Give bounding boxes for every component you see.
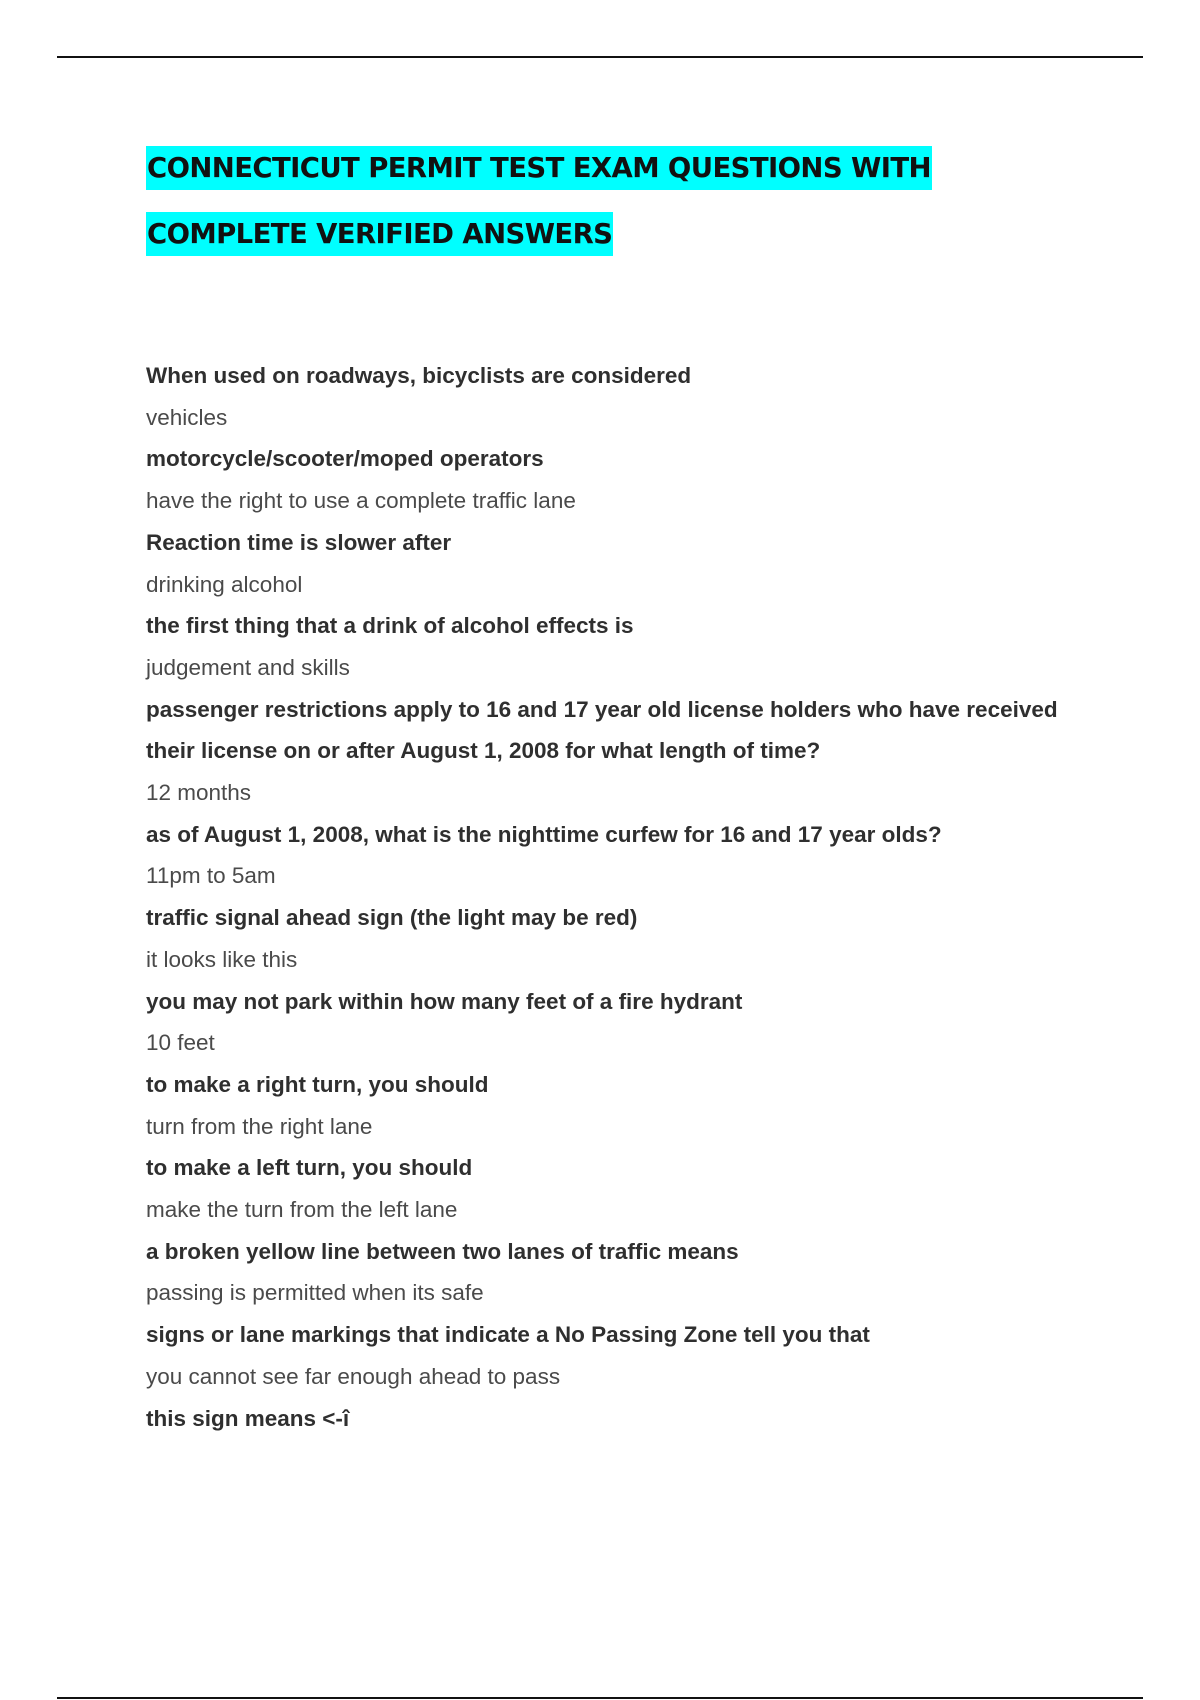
qa-item	[146, 981, 1086, 1064]
bottom-rule	[57, 1697, 1143, 1699]
qa-item	[146, 689, 1086, 814]
answer-text: make the turn from the left lane	[146, 1197, 458, 1223]
question-text: signs or lane markings that indicate a No Passing Zone tell you that	[146, 1322, 870, 1348]
qa-item	[146, 605, 1086, 688]
question-text: When used on roadways, bicyclists are considered	[146, 363, 692, 388]
answer-text: vehicles	[146, 404, 228, 430]
question-text: to make a left turn, you should	[146, 1155, 473, 1181]
question-text: the first thing that a drink of alcohol effects is	[146, 613, 634, 639]
question-text: motorcycle/scooter/moped operators	[146, 446, 544, 472]
title-line-1: CONNECTICUT PERMIT TEST EXAM QUESTIONS WITH	[146, 146, 932, 190]
qa-item	[146, 1314, 1086, 1397]
answer-text: have the right to use a complete traffic lane	[146, 488, 576, 514]
answer-text: passing is permitted when its safe	[146, 1280, 484, 1306]
question-text: this sign means <-î	[146, 1405, 350, 1431]
answer-text: you cannot see far enough ahead to pass	[146, 1363, 561, 1389]
question-text: Reaction time is slower after	[146, 529, 452, 555]
qa-item	[146, 1231, 1086, 1314]
question-text: to make a right turn, you should	[146, 1071, 489, 1097]
answer-text: judgement and skills	[146, 654, 350, 680]
qa-item	[146, 355, 1086, 438]
qa-item	[146, 438, 1086, 521]
qa-item	[146, 814, 1086, 897]
document-title	[146, 146, 1106, 256]
answer-text: turn from the right lane	[146, 1113, 373, 1139]
question-answer-list	[146, 355, 1086, 1439]
question-text: traffic signal ahead sign (the light may be red)	[146, 905, 638, 931]
qa-item	[146, 1147, 1086, 1230]
answer-text: 12 months	[146, 780, 252, 806]
answer-text: 10 feet	[146, 1030, 215, 1056]
title-line-2: COMPLETE VERIFIED ANSWERS	[146, 212, 613, 256]
answer-text: 11pm to 5am	[146, 863, 276, 889]
qa-item	[146, 522, 1086, 605]
question-text: you may not park within how many feet of a fire hydrant	[146, 988, 743, 1014]
question-text: passenger restrictions apply to 16 and 17 year old license holders who have received their license on or after August 1, 2008 for what length of time?	[146, 696, 1058, 764]
question-text: as of August 1, 2008, what is the nighttime curfew for 16 and 17 year olds?	[146, 821, 942, 847]
answer-text: it looks like this	[146, 946, 298, 972]
qa-item	[146, 897, 1086, 980]
qa-item	[146, 1064, 1086, 1147]
answer-text: drinking alcohol	[146, 571, 303, 597]
qa-item	[146, 1398, 1086, 1440]
question-text: a broken yellow line between two lanes of traffic means	[146, 1238, 739, 1264]
top-rule	[57, 56, 1143, 58]
